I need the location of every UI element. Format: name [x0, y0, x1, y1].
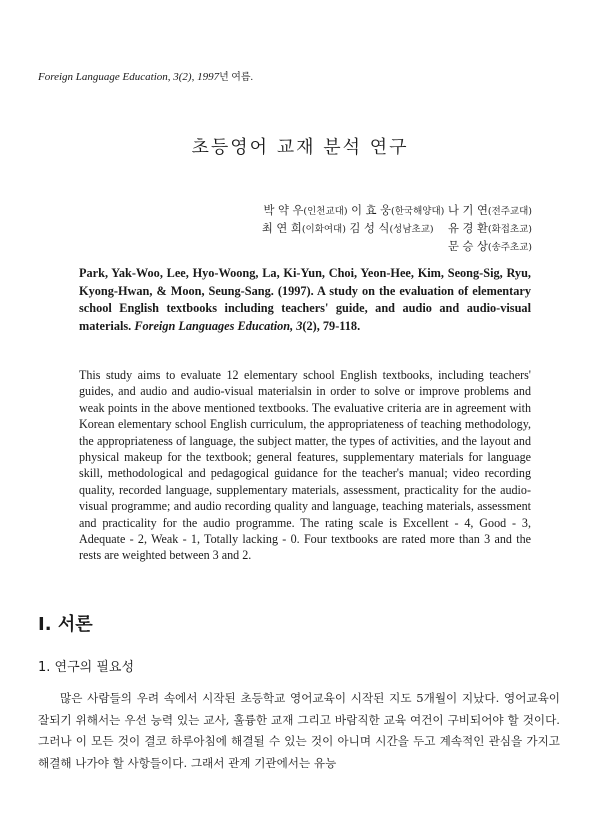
author-line-1	[132, 202, 532, 220]
subsection-number: 1.	[38, 660, 51, 675]
journal-season: 년 여름.	[219, 72, 254, 83]
section-title: 서론	[57, 614, 93, 635]
journal-citation: Foreign Language Education, 3(2), 1997	[38, 71, 220, 83]
author-affiliation: (한국해양대)	[391, 206, 445, 217]
author-affiliation: (이화여대)	[301, 224, 346, 235]
citation-text: Park, Yak-Woo, Lee, Hyo-Woong, La, Ki-Yun, Choi, Yeon-Hee, Kim, Seong-Sig, Ryu, Kyong-Hwan, & Moon, Seung-Sang. (1997). A study on the evaluation of elementary school English textbooks including teachers' guide, and audio and audio-visual materials.	[79, 266, 531, 333]
subsection-heading	[38, 656, 134, 675]
section-number: I.	[38, 614, 52, 635]
author-name: 나 기 연	[447, 204, 488, 217]
author-affiliation: (인천교대)	[303, 206, 348, 217]
author-name: 문 승 상	[447, 240, 488, 253]
english-citation	[79, 265, 531, 335]
author-affiliation: (전주교대)	[487, 206, 532, 217]
author-name: 김 성 식	[349, 222, 390, 235]
author-line-2	[132, 220, 532, 238]
section-heading	[38, 610, 93, 636]
body-paragraph: 많은 사람들의 우려 속에서 시작된 초등학교 영어교육이 시작된 지도 5개월이 지났다. 영어교육이 잘되기 위해서는 우선 능력 있는 교사, 훌륭한 교재 그리고 바람직한 교육 여건이 구비되어야 할 것이다. 그러나 이 모든 것이 결코 하루아침에 해결될 수 있는 것이 아니며 시간을 두고 계속적인 관심을 가지고 해결해 나가야 할 사항들이다. 그래서 관계 기관에서는 유능	[38, 691, 560, 770]
abstract: This study aims to evaluate 12 elementary school English textbooks, including teachers' guides, and audio and audio-visual materialsin in order to solve or improve problems and weak points in the above mentioned textbooks. The evaluative criteria are in agreement with Korean elementary school English curriculum, the appropriateness of teaching methodology, the appropriateness of language, the subject matter, the types of activities, and the layout and physical makeup for the textbook; general features, supplementary materials for language skill, methodological and pedagogical guidance for the teacher's manual; video recording quality, recorded language, supplementary materials, assessment, practicality for the audio-visual programme; and audio recording quality and language, teaching materials, assessment and practicality for the audio programme. The rating scale is Excellent - 4, Good - 3, Adequate - 2, Weak - 1, Totally lacking - 0. Four textbooks are rated more than 3 and the rests are weighted between 3 and 2.	[79, 368, 531, 563]
author-name: 박 약 우	[263, 204, 304, 217]
author-affiliation: (성남초교)	[389, 224, 434, 235]
author-list	[132, 202, 532, 256]
author-name: 최 연 희	[261, 222, 302, 235]
journal-header	[38, 68, 253, 83]
author-name: 이 효 웅	[351, 204, 392, 217]
citation-issue-pages: (2), 79-118.	[302, 318, 361, 333]
author-line-3	[132, 238, 532, 256]
paper-title: 초등영어 교재 분석 연구	[191, 137, 409, 158]
subsection-title: 연구의 필요성	[54, 660, 135, 675]
author-affiliation: (송주초교)	[487, 242, 532, 253]
author-name: 유 경 환	[447, 222, 488, 235]
author-affiliation: (화접초교)	[487, 224, 532, 235]
citation-journal: Foreign Languages Education, 3	[134, 318, 303, 333]
